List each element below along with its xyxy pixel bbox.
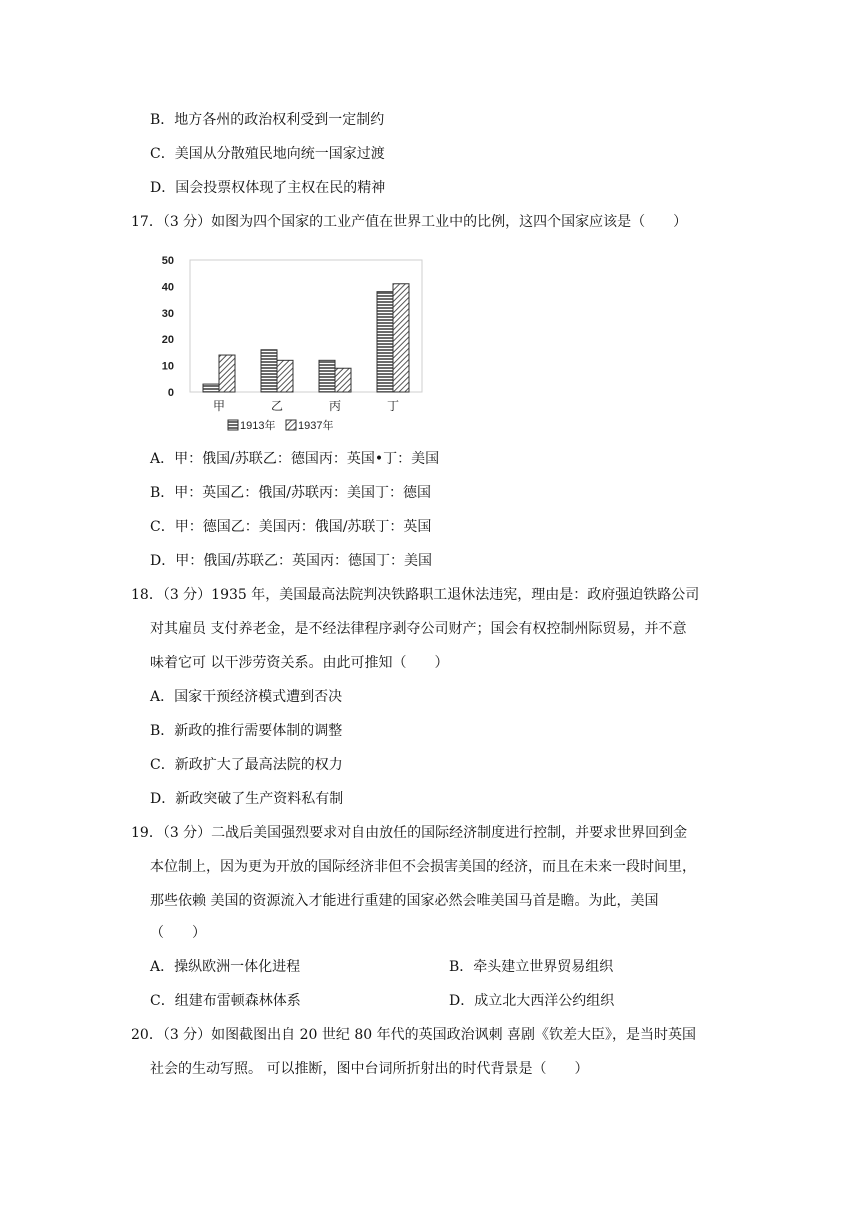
bar-1913-0: [203, 384, 219, 392]
q19-stem-line-4: （ ）: [150, 925, 206, 941]
legend-swatch-0: [228, 420, 238, 430]
y-tick-label: 30: [161, 307, 174, 320]
q19-stem-line-2: 本位制上，因为更为开放的国际经济非但不会损害美国的经济，而且在未来一段时间里，: [150, 859, 696, 875]
q17-option-d: D．甲：俄国/苏联乙：英国丙：德国丁：美国: [150, 553, 432, 569]
q16-option-c: C．美国从分散殖民地向统一国家过渡: [150, 146, 385, 162]
x-category-label: 甲: [212, 399, 226, 413]
bar-1937-3: [393, 284, 409, 392]
bar-1937-1: [277, 360, 293, 392]
q18-stem-line-3: 味着它可 以干涉劳资关系。由此可推知（ ）: [150, 655, 449, 671]
bar-1913-2: [319, 360, 335, 392]
bar-chart-svg: [150, 250, 440, 440]
legend-swatch-1: [286, 420, 296, 430]
bar-1913-3: [377, 292, 393, 392]
bar-1937-0: [219, 355, 235, 392]
q19-stem-line-1: 19．（3 分）二战后美国强烈要求对自由放任的国际经济制度进行控制，并要求世界回到金: [131, 825, 688, 841]
q19-option-d: D．成立北大西洋公约组织: [449, 993, 615, 1009]
legend-label-0: 1913年: [240, 420, 276, 432]
q18-stem-line-2: 对其雇员 支付养老金，是不经法律程序剥夺公司财产；国会有权控制州际贸易，并不意: [150, 621, 687, 637]
y-tick-label: 0: [167, 387, 174, 399]
q19-option-b: B．牵头建立世界贸易组织: [449, 959, 614, 975]
q18-option-d: D．新政突破了生产资料私有制: [150, 791, 344, 807]
q17-option-c: C．甲：德国乙：美国丙：俄国/苏联丁：英国: [150, 519, 432, 535]
x-category-label: 乙: [270, 399, 284, 413]
q18-option-c: C．新政扩大了最高法院的权力: [150, 757, 343, 773]
y-tick-label: 10: [161, 360, 174, 373]
legend-label-1: 1937年: [298, 420, 334, 432]
bar-1937-2: [335, 368, 351, 392]
industrial-output-chart: [150, 250, 440, 440]
q18-option-a: A．国家干预经济模式遭到否决: [150, 689, 343, 705]
q20-stem-line-1: 20．（3 分）如图截图出自 20 世纪 80 年代的英国政治讽刺 喜剧《钦差大臣》，是当时英国: [131, 1027, 697, 1043]
q18-stem-line-1: 18．（3 分）1935 年，美国最高法院判决铁路职工退休法违宪，理由是：政府强迫铁路公司: [131, 587, 700, 603]
x-category-label: 丁: [386, 399, 400, 413]
q16-option-d: D．国会投票权体现了主权在民的精神: [150, 180, 386, 196]
q19-option-a: A．操纵欧洲一体化进程: [150, 959, 301, 975]
q20-stem-line-2: 社会的生动写照。 可以推断，图中台词所折射出的时代背景是（ ）: [150, 1061, 589, 1077]
q17-option-b: B．甲：英国乙：俄国/苏联丙：美国丁：德国: [150, 485, 432, 501]
bar-1913-1: [261, 350, 277, 392]
y-tick-label: 20: [161, 334, 174, 347]
q19-stem-line-3: 那些依赖 美国的资源流入才能进行重建的国家必然会唯美国马首是瞻。为此，美国: [150, 893, 659, 909]
x-category-label: 丙: [328, 399, 342, 413]
y-tick-label: 40: [161, 281, 174, 294]
q19-option-c: C．组建布雷顿森林体系: [150, 993, 301, 1009]
q17-option-a: A．甲：俄国/苏联乙：德国丙：英国•丁：美国: [150, 451, 440, 467]
q16-option-b: B．地方各州的政治权利受到一定制约: [150, 112, 385, 128]
q18-option-b: B．新政的推行需要体制的调整: [150, 723, 343, 739]
y-tick-label: 50: [161, 255, 174, 267]
q17-stem: 17．（3 分）如图为四个国家的工业产值在世界工业中的比例，这四个国家应该是（ ）: [131, 214, 688, 230]
